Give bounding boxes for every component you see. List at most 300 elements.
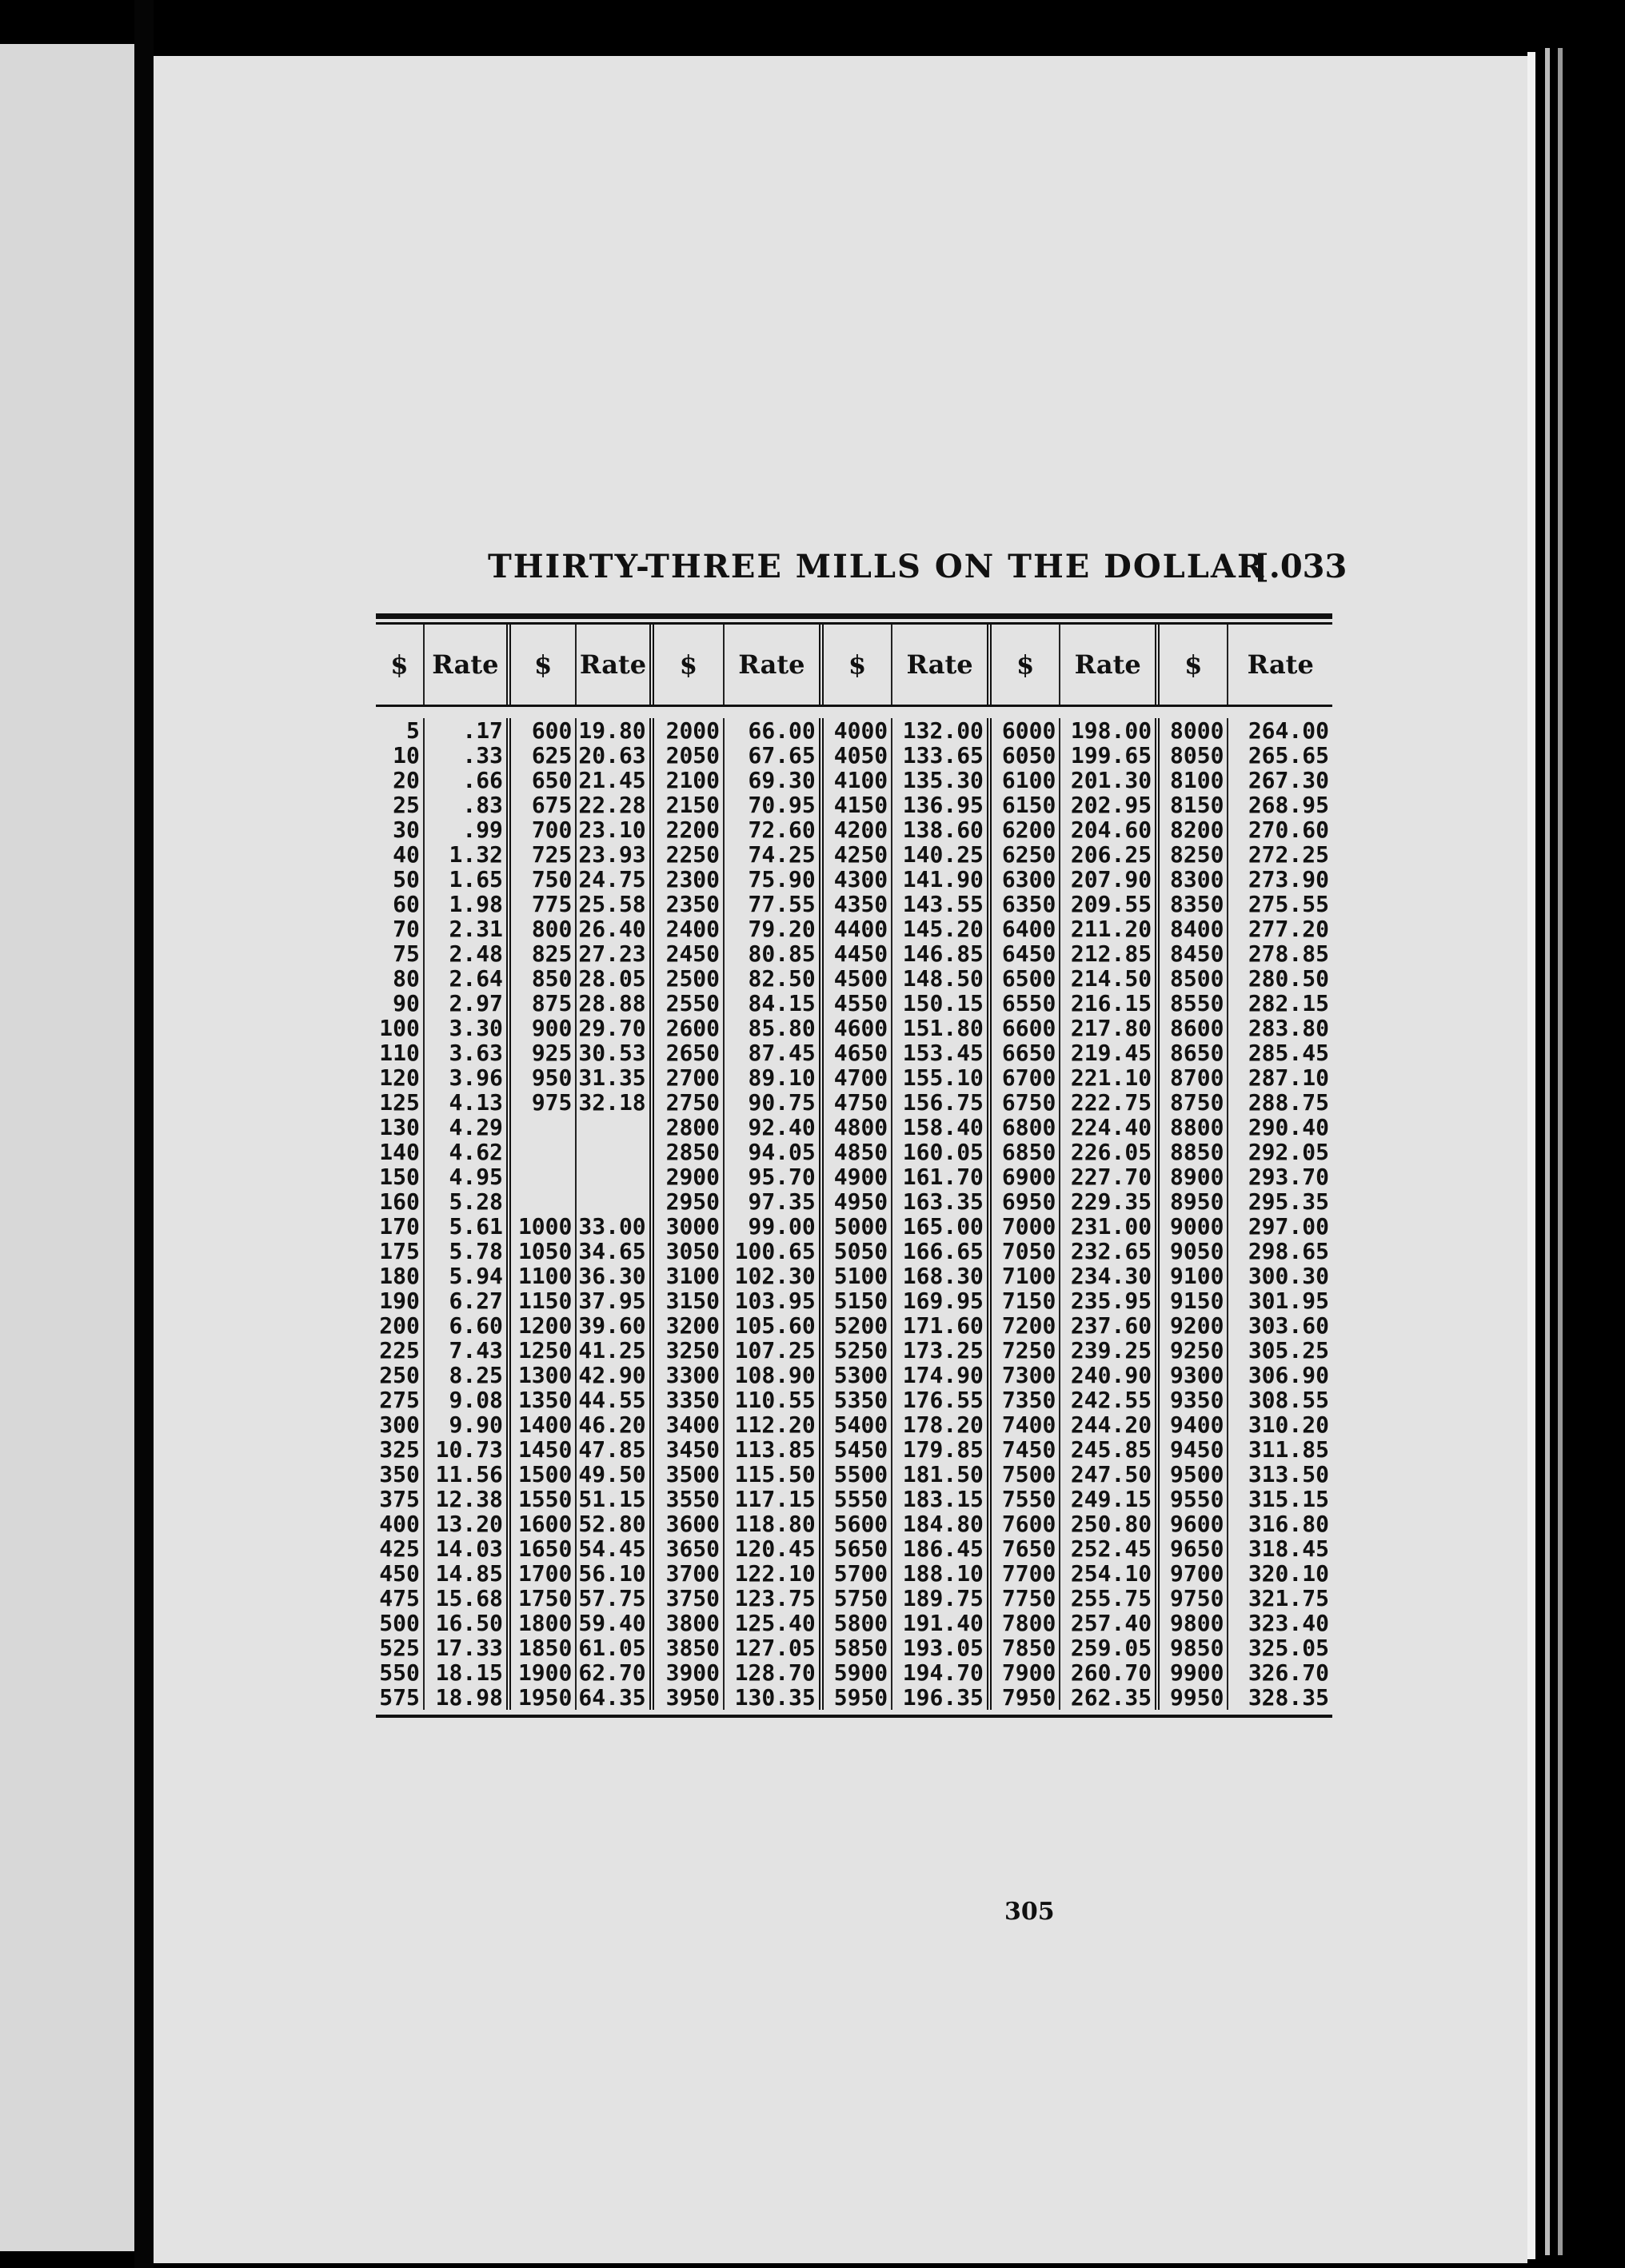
table-cell: 3200 bbox=[665, 1312, 721, 1339]
table-cell: 9450 bbox=[1170, 1436, 1224, 1463]
table-cell: 189.75 bbox=[902, 1585, 984, 1611]
table-cell: 6550 bbox=[1001, 990, 1056, 1016]
table-cell: 278.85 bbox=[1248, 940, 1329, 967]
table-cell: 6400 bbox=[1001, 916, 1056, 942]
table-cell: 3950 bbox=[665, 1684, 721, 1711]
table-cell: 1100 bbox=[517, 1263, 573, 1289]
rate-column bbox=[425, 718, 511, 1710]
table-cell: 259.05 bbox=[1070, 1635, 1152, 1661]
table-cell: 8800 bbox=[1170, 1114, 1224, 1140]
table-cell: 7300 bbox=[1001, 1362, 1056, 1388]
table-cell: 925 bbox=[531, 1040, 573, 1066]
table-cell: 950 bbox=[531, 1064, 573, 1091]
table-cell: 3300 bbox=[665, 1362, 721, 1388]
table-cell: 1500 bbox=[517, 1461, 573, 1487]
table-cell: 15.68 bbox=[435, 1585, 503, 1611]
table-cell: 180 bbox=[379, 1263, 420, 1289]
table-cell: 475 bbox=[379, 1585, 420, 1611]
table-cell: 4900 bbox=[833, 1164, 888, 1190]
table-cell: 37.95 bbox=[578, 1288, 646, 1314]
table-cell: 9850 bbox=[1170, 1635, 1224, 1661]
table-cell: 675 bbox=[531, 792, 573, 818]
table-cell: 4050 bbox=[833, 742, 888, 769]
table-cell: 9650 bbox=[1170, 1535, 1224, 1562]
table-cell: 25.58 bbox=[578, 891, 646, 917]
table-cell: 4650 bbox=[833, 1040, 888, 1066]
table-cell: 200 bbox=[379, 1312, 420, 1339]
table-cell: 8650 bbox=[1170, 1040, 1224, 1066]
table-cell: 6250 bbox=[1001, 841, 1056, 868]
table-cell: .33 bbox=[462, 742, 503, 769]
table-cell: 5900 bbox=[833, 1659, 888, 1686]
table-cell: 191.40 bbox=[902, 1610, 984, 1636]
table-cell: 75.90 bbox=[748, 866, 816, 892]
table-cell: 2550 bbox=[665, 990, 721, 1016]
table-cell: 7250 bbox=[1001, 1337, 1056, 1364]
table-cell: 82.50 bbox=[748, 965, 816, 992]
table-cell: 308.55 bbox=[1248, 1387, 1329, 1413]
table-cell: 26.40 bbox=[578, 916, 646, 942]
table-cell: 268.95 bbox=[1248, 792, 1329, 818]
table-cell: 285.45 bbox=[1248, 1040, 1329, 1066]
table-cell: 80 bbox=[393, 965, 420, 992]
table-cell: 8300 bbox=[1170, 866, 1224, 892]
table-cell bbox=[511, 1115, 575, 1140]
table-cell: 120 bbox=[379, 1064, 420, 1091]
table-cell: 128.70 bbox=[734, 1659, 816, 1686]
table-cell: 4100 bbox=[833, 767, 888, 793]
table-cell: 2750 bbox=[665, 1089, 721, 1116]
table-cell: 170 bbox=[379, 1213, 420, 1240]
table-cell: 244.20 bbox=[1070, 1412, 1152, 1438]
table-cell: 44.55 bbox=[578, 1387, 646, 1413]
table-cell: 5400 bbox=[833, 1412, 888, 1438]
rate-column bbox=[725, 718, 824, 1710]
table-cell: 8700 bbox=[1170, 1064, 1224, 1091]
table-cell: 4300 bbox=[833, 866, 888, 892]
table-cell: 2.97 bbox=[449, 990, 503, 1016]
table-cell: 2350 bbox=[665, 891, 721, 917]
table-cell: 1250 bbox=[517, 1337, 573, 1364]
table-cell: 5200 bbox=[833, 1312, 888, 1339]
table-cell: 257.40 bbox=[1070, 1610, 1152, 1636]
table-cell: 117.15 bbox=[734, 1486, 816, 1512]
table-cell: 5550 bbox=[833, 1486, 888, 1512]
table-cell: 62.70 bbox=[578, 1659, 646, 1686]
table-cell: 7700 bbox=[1001, 1560, 1056, 1587]
table-cell: 1600 bbox=[517, 1511, 573, 1537]
table-cell: 8850 bbox=[1170, 1139, 1224, 1165]
table-cell: 254.10 bbox=[1070, 1560, 1152, 1587]
table-cell: 231.00 bbox=[1070, 1213, 1152, 1240]
table-cell: 176.55 bbox=[902, 1387, 984, 1413]
table-cell: 7000 bbox=[1001, 1213, 1056, 1240]
table-cell: 1050 bbox=[517, 1238, 573, 1264]
table-cell: 2.31 bbox=[449, 916, 503, 942]
table-cell: 9500 bbox=[1170, 1461, 1224, 1487]
table-cell: 4750 bbox=[833, 1089, 888, 1116]
table-cell: 297.00 bbox=[1248, 1213, 1329, 1240]
table-cell: 224.40 bbox=[1070, 1114, 1152, 1140]
table-cell: 6000 bbox=[1001, 717, 1056, 744]
table-cell: 400 bbox=[379, 1511, 420, 1537]
table-cell: 267.30 bbox=[1248, 767, 1329, 793]
table-cell: 7600 bbox=[1001, 1511, 1056, 1537]
table-cell: 295.35 bbox=[1248, 1188, 1329, 1215]
table-cell: 59.40 bbox=[578, 1610, 646, 1636]
table-cell: 6600 bbox=[1001, 1015, 1056, 1041]
table-cell: 60 bbox=[393, 891, 420, 917]
dollar-column bbox=[824, 718, 892, 1710]
table-cell: 255.75 bbox=[1070, 1585, 1152, 1611]
table-cell: 50 bbox=[393, 866, 420, 892]
table-cell bbox=[511, 1140, 575, 1164]
dollar-column bbox=[376, 718, 425, 1710]
table-cell: 4.95 bbox=[449, 1164, 503, 1190]
table-cell: 140.25 bbox=[902, 841, 984, 868]
table-cell: 3.96 bbox=[449, 1064, 503, 1091]
table-cell: 249.15 bbox=[1070, 1486, 1152, 1512]
table-cell: 6950 bbox=[1001, 1188, 1056, 1215]
table-cell: 321.75 bbox=[1248, 1585, 1329, 1611]
table-cell: 66.00 bbox=[748, 717, 816, 744]
table-cell: 1850 bbox=[517, 1635, 573, 1661]
table-cell: 315.15 bbox=[1248, 1486, 1329, 1512]
table-cell: 16.50 bbox=[435, 1610, 503, 1636]
table-cell: 326.70 bbox=[1248, 1659, 1329, 1686]
table-cell: 69.30 bbox=[748, 767, 816, 793]
table-cell: 1.65 bbox=[449, 866, 503, 892]
table-cell: 32.18 bbox=[578, 1089, 646, 1116]
table-cell: 160 bbox=[379, 1188, 420, 1215]
table-cell: 2.64 bbox=[449, 965, 503, 992]
table-cell: 1350 bbox=[517, 1387, 573, 1413]
table-cell: 206.25 bbox=[1070, 841, 1152, 868]
table-cell: 875 bbox=[531, 990, 573, 1016]
table-cell: 56.10 bbox=[578, 1560, 646, 1587]
table-cell: 2300 bbox=[665, 866, 721, 892]
table-cell: 150 bbox=[379, 1164, 420, 1190]
table-cell: 6150 bbox=[1001, 792, 1056, 818]
table-cell: 8200 bbox=[1170, 817, 1224, 843]
table-cell: 2100 bbox=[665, 767, 721, 793]
table-cell: 2050 bbox=[665, 742, 721, 769]
table-cell: 7900 bbox=[1001, 1659, 1056, 1686]
table-cell: 9750 bbox=[1170, 1585, 1224, 1611]
col-header: Rate bbox=[892, 625, 992, 705]
table-cell: 7650 bbox=[1001, 1535, 1056, 1562]
table-cell: 175 bbox=[379, 1238, 420, 1264]
table-cell: 217.80 bbox=[1070, 1015, 1152, 1041]
table-cell: 7050 bbox=[1001, 1238, 1056, 1264]
table-cell: 900 bbox=[531, 1015, 573, 1041]
table-cell: 3750 bbox=[665, 1585, 721, 1611]
table-cell: 226.05 bbox=[1070, 1139, 1152, 1165]
table-cell: 242.55 bbox=[1070, 1387, 1152, 1413]
table-cell: 194.70 bbox=[902, 1659, 984, 1686]
table-cell: 190 bbox=[379, 1288, 420, 1314]
table-cell: 3600 bbox=[665, 1511, 721, 1537]
table-cell: 166.65 bbox=[902, 1238, 984, 1264]
rate-label: [.033 bbox=[1254, 548, 1348, 585]
table-cell: 1650 bbox=[517, 1535, 573, 1562]
table-cell: 328.35 bbox=[1248, 1684, 1329, 1711]
table-cell: 310.20 bbox=[1248, 1412, 1329, 1438]
table-cell: 2700 bbox=[665, 1064, 721, 1091]
table-cell: 4150 bbox=[833, 792, 888, 818]
table-cell: 7150 bbox=[1001, 1288, 1056, 1314]
table-cell: 1550 bbox=[517, 1486, 573, 1512]
page-number: 305 bbox=[1004, 1898, 1055, 1926]
table-cell: 9950 bbox=[1170, 1684, 1224, 1711]
table-cell: 10.73 bbox=[435, 1436, 503, 1463]
table-cell: 6800 bbox=[1001, 1114, 1056, 1140]
table-cell: 313.50 bbox=[1248, 1461, 1329, 1487]
table-cell: 12.38 bbox=[435, 1486, 503, 1512]
table-cell: 31.35 bbox=[578, 1064, 646, 1091]
table-cell: 5450 bbox=[833, 1436, 888, 1463]
table-cell: 151.80 bbox=[902, 1015, 984, 1041]
table-cell: 4850 bbox=[833, 1139, 888, 1165]
col-header: Rate bbox=[425, 625, 511, 705]
table-cell: 97.35 bbox=[748, 1188, 816, 1215]
table-cell: 8900 bbox=[1170, 1164, 1224, 1190]
table-cell: 4200 bbox=[833, 817, 888, 843]
table-cell: 4800 bbox=[833, 1114, 888, 1140]
table-cell: 229.35 bbox=[1070, 1188, 1152, 1215]
table-cell: 95.70 bbox=[748, 1164, 816, 1190]
table-cell: 6200 bbox=[1001, 817, 1056, 843]
table-cell: 9250 bbox=[1170, 1337, 1224, 1364]
table-cell: 2450 bbox=[665, 940, 721, 967]
book-spine bbox=[134, 0, 154, 2268]
table-cell: 252.45 bbox=[1070, 1535, 1152, 1562]
table-cell: 9600 bbox=[1170, 1511, 1224, 1537]
table-cell: 5500 bbox=[833, 1461, 888, 1487]
table-cell: 87.45 bbox=[748, 1040, 816, 1066]
table-cell: 64.35 bbox=[578, 1684, 646, 1711]
table-cell: 41.25 bbox=[578, 1337, 646, 1364]
table-cell: 3050 bbox=[665, 1238, 721, 1264]
table-cell: 9050 bbox=[1170, 1238, 1224, 1264]
right-page-edge-3 bbox=[1558, 48, 1563, 2255]
table-cell: 122.10 bbox=[734, 1560, 816, 1587]
table-cell: 7800 bbox=[1001, 1610, 1056, 1636]
table-cell: 234.30 bbox=[1070, 1263, 1152, 1289]
table-cell bbox=[577, 1115, 649, 1140]
table-cell: 7400 bbox=[1001, 1412, 1056, 1438]
table-cell: 163.35 bbox=[902, 1188, 984, 1215]
col-header: Rate bbox=[577, 625, 653, 705]
table-cell: 5000 bbox=[833, 1213, 888, 1240]
table-cell: 158.40 bbox=[902, 1114, 984, 1140]
table-cell: 9000 bbox=[1170, 1213, 1224, 1240]
table-cell: 33.00 bbox=[578, 1213, 646, 1240]
table-cell: 201.30 bbox=[1070, 767, 1152, 793]
table-cell: 198.00 bbox=[1070, 717, 1152, 744]
table-cell: 4550 bbox=[833, 990, 888, 1016]
table-cell: 140 bbox=[379, 1139, 420, 1165]
table-cell: 2850 bbox=[665, 1139, 721, 1165]
table-cell: 245.85 bbox=[1070, 1436, 1152, 1463]
table-cell: 6450 bbox=[1001, 940, 1056, 967]
table-cell: 3000 bbox=[665, 1213, 721, 1240]
table-cell: 105.60 bbox=[734, 1312, 816, 1339]
table-cell: 1750 bbox=[517, 1585, 573, 1611]
table-cell: 219.45 bbox=[1070, 1040, 1152, 1066]
table-cell: 7950 bbox=[1001, 1684, 1056, 1711]
table-cell: 202.95 bbox=[1070, 792, 1152, 818]
table-cell: 575 bbox=[379, 1684, 420, 1711]
table-cell: 47.85 bbox=[578, 1436, 646, 1463]
table-cell: 300 bbox=[379, 1412, 420, 1438]
table-cell: 650 bbox=[531, 767, 573, 793]
rate-column bbox=[892, 718, 992, 1710]
table-cell: 8950 bbox=[1170, 1188, 1224, 1215]
table-cell: 9150 bbox=[1170, 1288, 1224, 1314]
table-cell: 160.05 bbox=[902, 1139, 984, 1165]
table-cell: 4950 bbox=[833, 1188, 888, 1215]
table-cell: 4000 bbox=[833, 717, 888, 744]
table-cell: 3.30 bbox=[449, 1015, 503, 1041]
table-cell: 265.65 bbox=[1248, 742, 1329, 769]
table-cell: 8550 bbox=[1170, 990, 1224, 1016]
table-cell: 209.55 bbox=[1070, 891, 1152, 917]
table-cell: .17 bbox=[462, 717, 503, 744]
table-cell: 3100 bbox=[665, 1263, 721, 1289]
table-cell: 5150 bbox=[833, 1288, 888, 1314]
table-cell: 171.60 bbox=[902, 1312, 984, 1339]
table-cell: 5.28 bbox=[449, 1188, 503, 1215]
table-cell: 5250 bbox=[833, 1337, 888, 1364]
table-cell: 2650 bbox=[665, 1040, 721, 1066]
table-cell: 85.80 bbox=[748, 1015, 816, 1041]
table-cell: 90.75 bbox=[748, 1089, 816, 1116]
table-cell: 277.20 bbox=[1248, 916, 1329, 942]
table-cell: 70 bbox=[393, 916, 420, 942]
table-cell: 42.90 bbox=[578, 1362, 646, 1388]
table-cell: 7350 bbox=[1001, 1387, 1056, 1413]
table-cell: 275 bbox=[379, 1387, 420, 1413]
table-cell: 6.27 bbox=[449, 1288, 503, 1314]
table-cell: 700 bbox=[531, 817, 573, 843]
col-header: Rate bbox=[725, 625, 824, 705]
table-cell: 725 bbox=[531, 841, 573, 868]
table-cell: 316.80 bbox=[1248, 1511, 1329, 1537]
table-cell: 52.80 bbox=[578, 1511, 646, 1537]
table-cell: 4.29 bbox=[449, 1114, 503, 1140]
table-cell: 23.10 bbox=[578, 817, 646, 843]
table-cell: 303.60 bbox=[1248, 1312, 1329, 1339]
table-cell: 5.78 bbox=[449, 1238, 503, 1264]
table-cell: 84.15 bbox=[748, 990, 816, 1016]
table-cell: 61.05 bbox=[578, 1635, 646, 1661]
table-cell: 2250 bbox=[665, 841, 721, 868]
table-cell: 9100 bbox=[1170, 1263, 1224, 1289]
table-cell: 325 bbox=[379, 1436, 420, 1463]
table-cell: 2200 bbox=[665, 817, 721, 843]
page-header bbox=[154, 544, 1527, 600]
table-cell: 1300 bbox=[517, 1362, 573, 1388]
table-cell: 161.70 bbox=[902, 1164, 984, 1190]
table-cell bbox=[511, 1189, 575, 1214]
table-cell: 169.95 bbox=[902, 1288, 984, 1314]
table-cell: 1900 bbox=[517, 1659, 573, 1686]
table-cell: 8450 bbox=[1170, 940, 1224, 967]
table-cell: 130 bbox=[379, 1114, 420, 1140]
table-cell: 8100 bbox=[1170, 767, 1224, 793]
col-header: $ bbox=[1160, 625, 1228, 705]
table-cell: 7.43 bbox=[449, 1337, 503, 1364]
table-cell: 225 bbox=[379, 1337, 420, 1364]
table-cell: 5800 bbox=[833, 1610, 888, 1636]
col-header: $ bbox=[654, 625, 725, 705]
table-cell: 70.95 bbox=[748, 792, 816, 818]
table-cell: 2000 bbox=[665, 717, 721, 744]
table-cell: 21.45 bbox=[578, 767, 646, 793]
table-cell: 292.05 bbox=[1248, 1139, 1329, 1165]
table-cell: 850 bbox=[531, 965, 573, 992]
table-cell: 3700 bbox=[665, 1560, 721, 1587]
table-cell: 273.90 bbox=[1248, 866, 1329, 892]
table-cell: 186.45 bbox=[902, 1535, 984, 1562]
table-cell: 5600 bbox=[833, 1511, 888, 1537]
table-cell: 103.95 bbox=[734, 1288, 816, 1314]
table-cell: 135.30 bbox=[902, 767, 984, 793]
table-cell: 127.05 bbox=[734, 1635, 816, 1661]
table-cell: 298.65 bbox=[1248, 1238, 1329, 1264]
table-cell: 260.70 bbox=[1070, 1659, 1152, 1686]
table-cell: 8350 bbox=[1170, 891, 1224, 917]
table-cell: 51.15 bbox=[578, 1486, 646, 1512]
table-cell: 4.13 bbox=[449, 1089, 503, 1116]
dollar-column bbox=[1160, 718, 1228, 1710]
table-cell: 800 bbox=[531, 916, 573, 942]
table-cell: 23.93 bbox=[578, 841, 646, 868]
table-cell: 14.85 bbox=[435, 1560, 503, 1587]
table-cell: 168.30 bbox=[902, 1263, 984, 1289]
table-cell: 8.25 bbox=[449, 1362, 503, 1388]
table-cell: 216.15 bbox=[1070, 990, 1152, 1016]
table-cell: 9900 bbox=[1170, 1659, 1224, 1686]
table-cell: 1150 bbox=[517, 1288, 573, 1314]
table-cell: 6500 bbox=[1001, 965, 1056, 992]
table-cell: 282.15 bbox=[1248, 990, 1329, 1016]
table-cell: 1200 bbox=[517, 1312, 573, 1339]
table-cell: 8500 bbox=[1170, 965, 1224, 992]
table-cell: 350 bbox=[379, 1461, 420, 1487]
table-cell: 4700 bbox=[833, 1064, 888, 1091]
table-cell: 6750 bbox=[1001, 1089, 1056, 1116]
table-cell: 25 bbox=[393, 792, 420, 818]
table-cell: 107.25 bbox=[734, 1337, 816, 1364]
table-cell: 222.75 bbox=[1070, 1089, 1152, 1116]
table-cell: 3500 bbox=[665, 1461, 721, 1487]
table-cell: 8150 bbox=[1170, 792, 1224, 818]
table-cell: 174.90 bbox=[902, 1362, 984, 1388]
table-cell: 9200 bbox=[1170, 1312, 1224, 1339]
table-cell: 288.75 bbox=[1248, 1089, 1329, 1116]
table-cell: 325.05 bbox=[1248, 1635, 1329, 1661]
table-cell: 306.90 bbox=[1248, 1362, 1329, 1388]
table-cell: 34.65 bbox=[578, 1238, 646, 1264]
table-cell: 2900 bbox=[665, 1164, 721, 1190]
table-cell: 311.85 bbox=[1248, 1436, 1329, 1463]
table-cell: 2500 bbox=[665, 965, 721, 992]
table-cell: .99 bbox=[462, 817, 503, 843]
table-cell: 5700 bbox=[833, 1560, 888, 1587]
table-cell: 9350 bbox=[1170, 1387, 1224, 1413]
